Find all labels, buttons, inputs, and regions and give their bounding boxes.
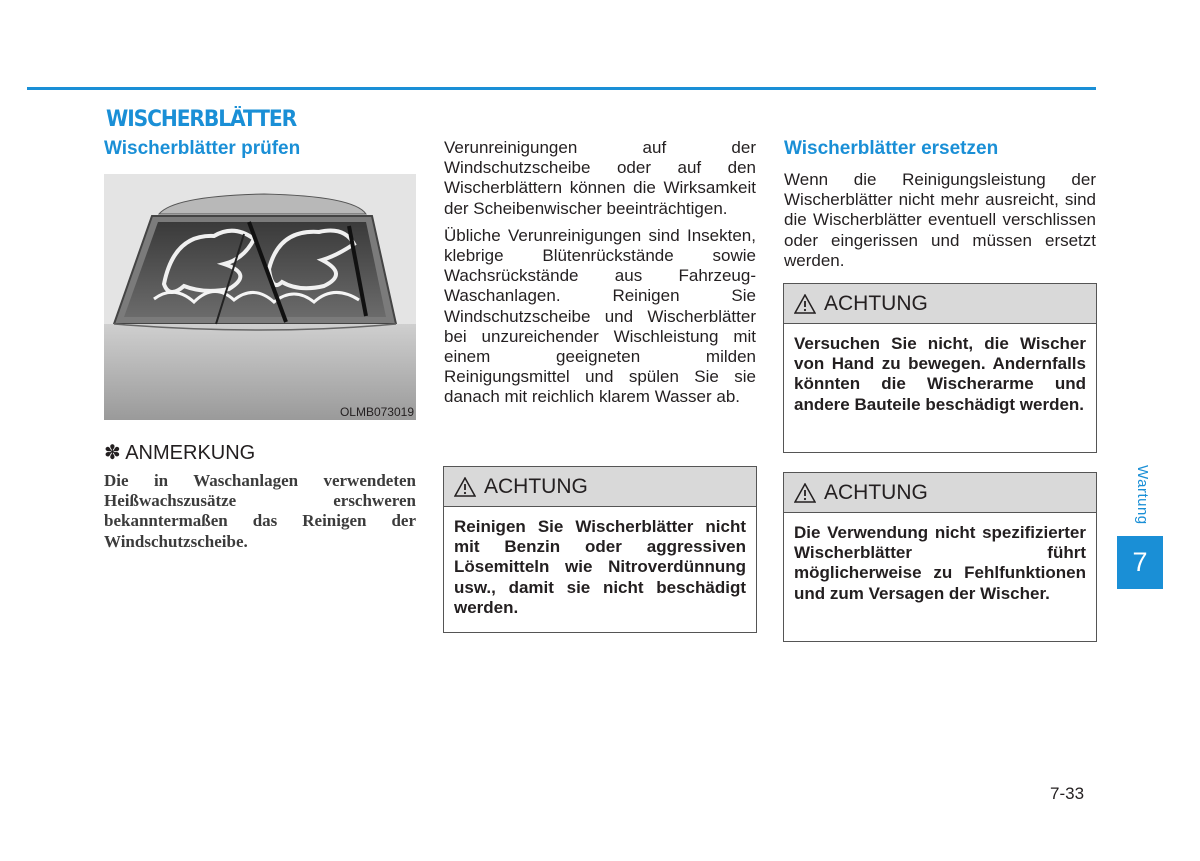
car-windshield-drawing <box>104 174 416 420</box>
section-title: WISCHERBLÄTTER <box>106 107 297 132</box>
warning-header <box>784 284 1096 324</box>
warning-box-unspecified <box>783 472 1097 642</box>
warning-title: ACHTUNG <box>824 480 928 504</box>
windshield-illustration <box>104 174 416 420</box>
left-subtitle: Wischerblätter prüfen <box>104 138 301 159</box>
warning-text: Die Verwendung nicht spezifizierter Wischerblätter führt möglicherweise zu Fehlfunktionen und zum Versagen der Wischer. <box>794 523 1086 603</box>
note-text: Die in Waschanlagen verwendeten Heißwachszusätze erschweren bekanntermaßen das Reinigen der Windschutzscheibe. <box>104 471 416 551</box>
page-number: 7-33 <box>1050 784 1085 803</box>
warning-title: ACHTUNG <box>824 291 928 315</box>
right-subtitle: Wischerblätter ersetzen <box>784 138 999 159</box>
warning-triangle-icon <box>454 477 476 497</box>
warning-text: Reinigen Sie Wischerblätter nicht mit Benzin oder aggressiven Lösemitteln wie Nitroverdünnung usw., damit sie nicht beschädigt werden. <box>454 517 746 617</box>
warning-header <box>444 467 756 507</box>
figure-code: OLMB073019 <box>339 405 414 419</box>
note-title: ✽ ANMERKUNG <box>104 442 256 464</box>
warning-title: ACHTUNG <box>484 474 588 498</box>
middle-paragraph-1: Verunreinigungen auf der Windschutzscheibe oder auf den Wischerblättern können die Wirksamkeit der Scheibenwischer beeinträchtigen. <box>444 138 756 218</box>
warning-box-solvents <box>443 466 757 633</box>
warning-header <box>784 473 1096 513</box>
middle-text <box>444 138 756 415</box>
middle-paragraph-2: Übliche Verunreinigungen sind Insekten, klebrige Blütenrückstände sowie Wachsrückstände aus Fahrzeug-Waschanlagen. Reinigen Sie Windschutzscheibe und Wischerblätter bei unzureichender Wischleistung mit einem geeigneten milden Reinigungsmittel und spülen Sie sie danach mit reichlich klarem Wasser ab. <box>444 225 756 407</box>
right-paragraph: Wenn die Reinigungsleistung der Wischerblätter nicht mehr ausreicht, sind die Wischerblätter eventuell verschlissen oder eingerissen und müssen ersetzt werden. <box>784 170 1096 270</box>
top-rule <box>27 87 1096 90</box>
chapter-number-tab: 7 <box>1117 536 1163 589</box>
warning-box-hand <box>783 283 1097 453</box>
warning-text: Versuchen Sie nicht, die Wischer von Hand zu bewegen. Andernfalls könnten die Wischerarme und andere Bauteile beschädigt werden. <box>794 334 1086 414</box>
chapter-label: Wartung <box>1134 465 1151 525</box>
warning-triangle-icon <box>794 483 816 503</box>
warning-triangle-icon <box>794 294 816 314</box>
